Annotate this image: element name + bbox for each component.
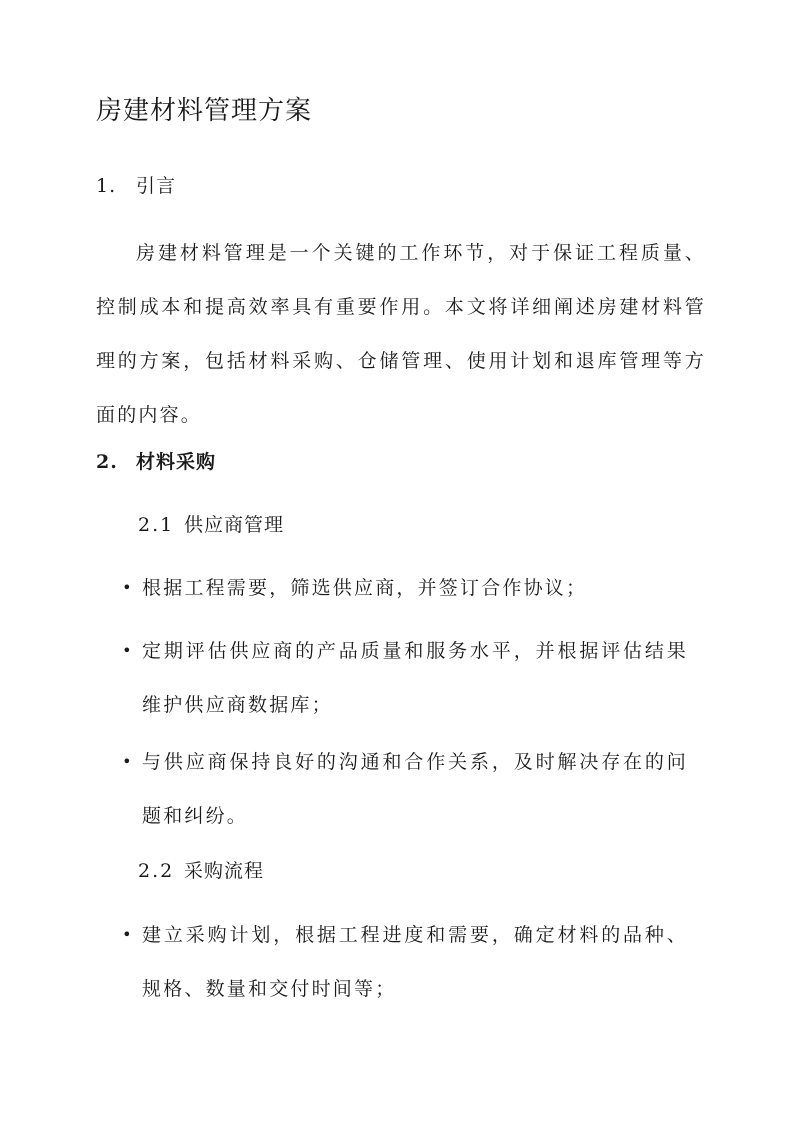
- bullet-icon: •: [122, 641, 134, 660]
- subsection-heading-process: [138, 857, 264, 885]
- bullet-icon: •: [122, 925, 134, 944]
- list-item-text: 根据工程需要，筛选供应商，并签订合作协议；: [142, 577, 588, 599]
- list-item: [118, 735, 688, 843]
- document-title: 房建材料管理方案: [96, 96, 313, 126]
- subsection-title: 供应商管理: [184, 514, 285, 536]
- subsection-title: 采购流程: [184, 860, 265, 882]
- subsection-heading-supplier: [138, 511, 284, 539]
- list-item-text: 与供应商保持良好的沟通和合作关系，及时解决存在的问题和纠纷。: [142, 751, 688, 827]
- bullet-icon: •: [122, 752, 134, 771]
- list-item: [118, 908, 688, 1016]
- section-title: 引言: [136, 175, 177, 197]
- section-number: 1.: [96, 175, 117, 197]
- subsection-number: 2.1: [138, 514, 175, 536]
- subsection-number: 2.2: [138, 860, 175, 882]
- list-item-text: 定期评估供应商的产品质量和服务水平，并根据评估结果维护供应商数据库；: [142, 640, 688, 716]
- section-heading-intro: [96, 172, 176, 200]
- list-item: [118, 624, 688, 732]
- list-item-text: 建立采购计划，根据工程进度和需要，确定材料的品种、规格、数量和交付时间等；: [142, 924, 688, 1000]
- section-heading-procurement: [96, 448, 216, 476]
- bullet-icon: •: [122, 578, 134, 597]
- intro-paragraph: 房建材料管理是一个关键的工作环节，对于保证工程质量、控制成本和提高效率具有重要作用。本文将详细阐述房建材料管理的方案，包括材料采购、仓储管理、使用计划和退库管理等方面的内容。: [96, 242, 706, 426]
- section-title: 材料采购: [136, 451, 217, 473]
- list-item: [118, 561, 688, 615]
- section-number: 2.: [96, 451, 118, 473]
